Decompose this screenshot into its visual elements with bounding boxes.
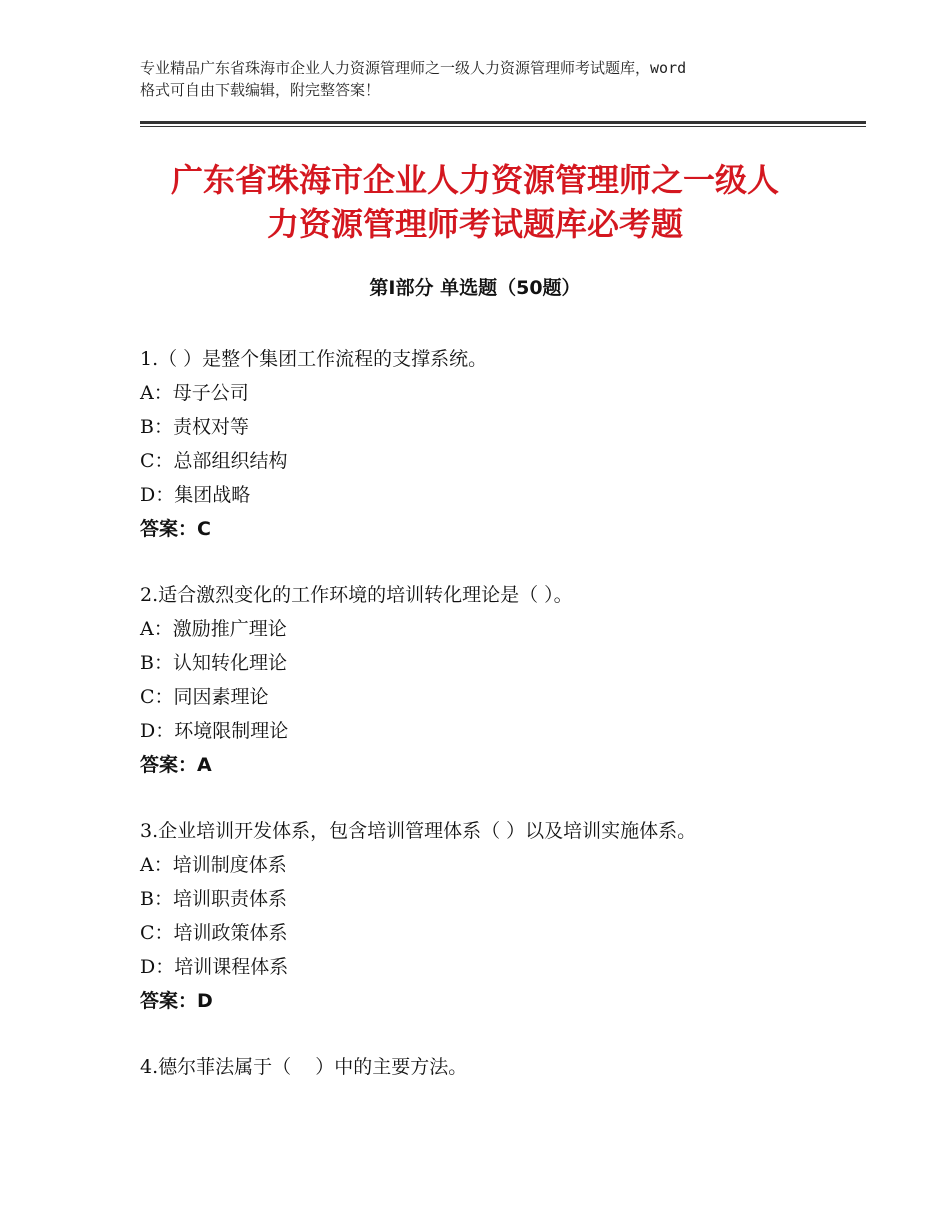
question-stem: 3.企业培训开发体系，包含培训管理体系（ ）以及培训实施体系。 (140, 820, 697, 842)
question-item (140, 814, 860, 1018)
header-rule-thick (140, 121, 866, 124)
question-item (140, 578, 860, 782)
question-option-d: D：环境限制理论 (140, 720, 289, 742)
question-item (140, 342, 860, 546)
question-answer: 答案：A (140, 754, 212, 776)
question-option-c: C：培训政策体系 (140, 922, 288, 944)
question-option-b: B：认知转化理论 (140, 652, 287, 674)
document-title-line-1: 广东省珠海市企业人力资源管理师之一级人 (170, 161, 779, 199)
question-stem: 4.德尔菲法属于（ ）中的主要方法。 (140, 1056, 468, 1078)
question-item (140, 1050, 860, 1084)
question-option-c: C：总部组织结构 (140, 450, 288, 472)
question-stem: 2.适合激烈变化的工作环境的培训转化理论是（ ）。 (140, 584, 573, 606)
question-option-c: C：同因素理论 (140, 686, 269, 708)
header-rule-thin (140, 126, 866, 127)
document-title (120, 158, 830, 246)
header-note (140, 57, 830, 101)
question-option-d: D：培训课程体系 (140, 956, 289, 978)
document-title-line-2: 力资源管理师考试题库必考题 (266, 205, 683, 243)
question-option-a: A：培训制度体系 (140, 854, 287, 876)
question-answer: 答案：C (140, 518, 211, 540)
section-heading: 第Ⅰ部分 单选题（50题） (369, 277, 581, 299)
question-option-b: B：责权对等 (140, 416, 249, 438)
question-stem: 1.（ ）是整个集团工作流程的支撑系统。 (140, 348, 488, 370)
question-option-a: A：母子公司 (140, 382, 249, 404)
question-option-a: A：激励推广理论 (140, 618, 287, 640)
question-answer: 答案：D (140, 990, 213, 1012)
question-list (140, 342, 860, 1116)
header-note-line-1: 专业精品广东省珠海市企业人力资源管理师之一级人力资源管理师考试题库，word (140, 59, 687, 77)
header-note-line-2: 格式可自由下载编辑，附完整答案！ (140, 81, 381, 99)
question-option-b: B：培训职责体系 (140, 888, 287, 910)
question-option-d: D：集团战略 (140, 484, 251, 506)
